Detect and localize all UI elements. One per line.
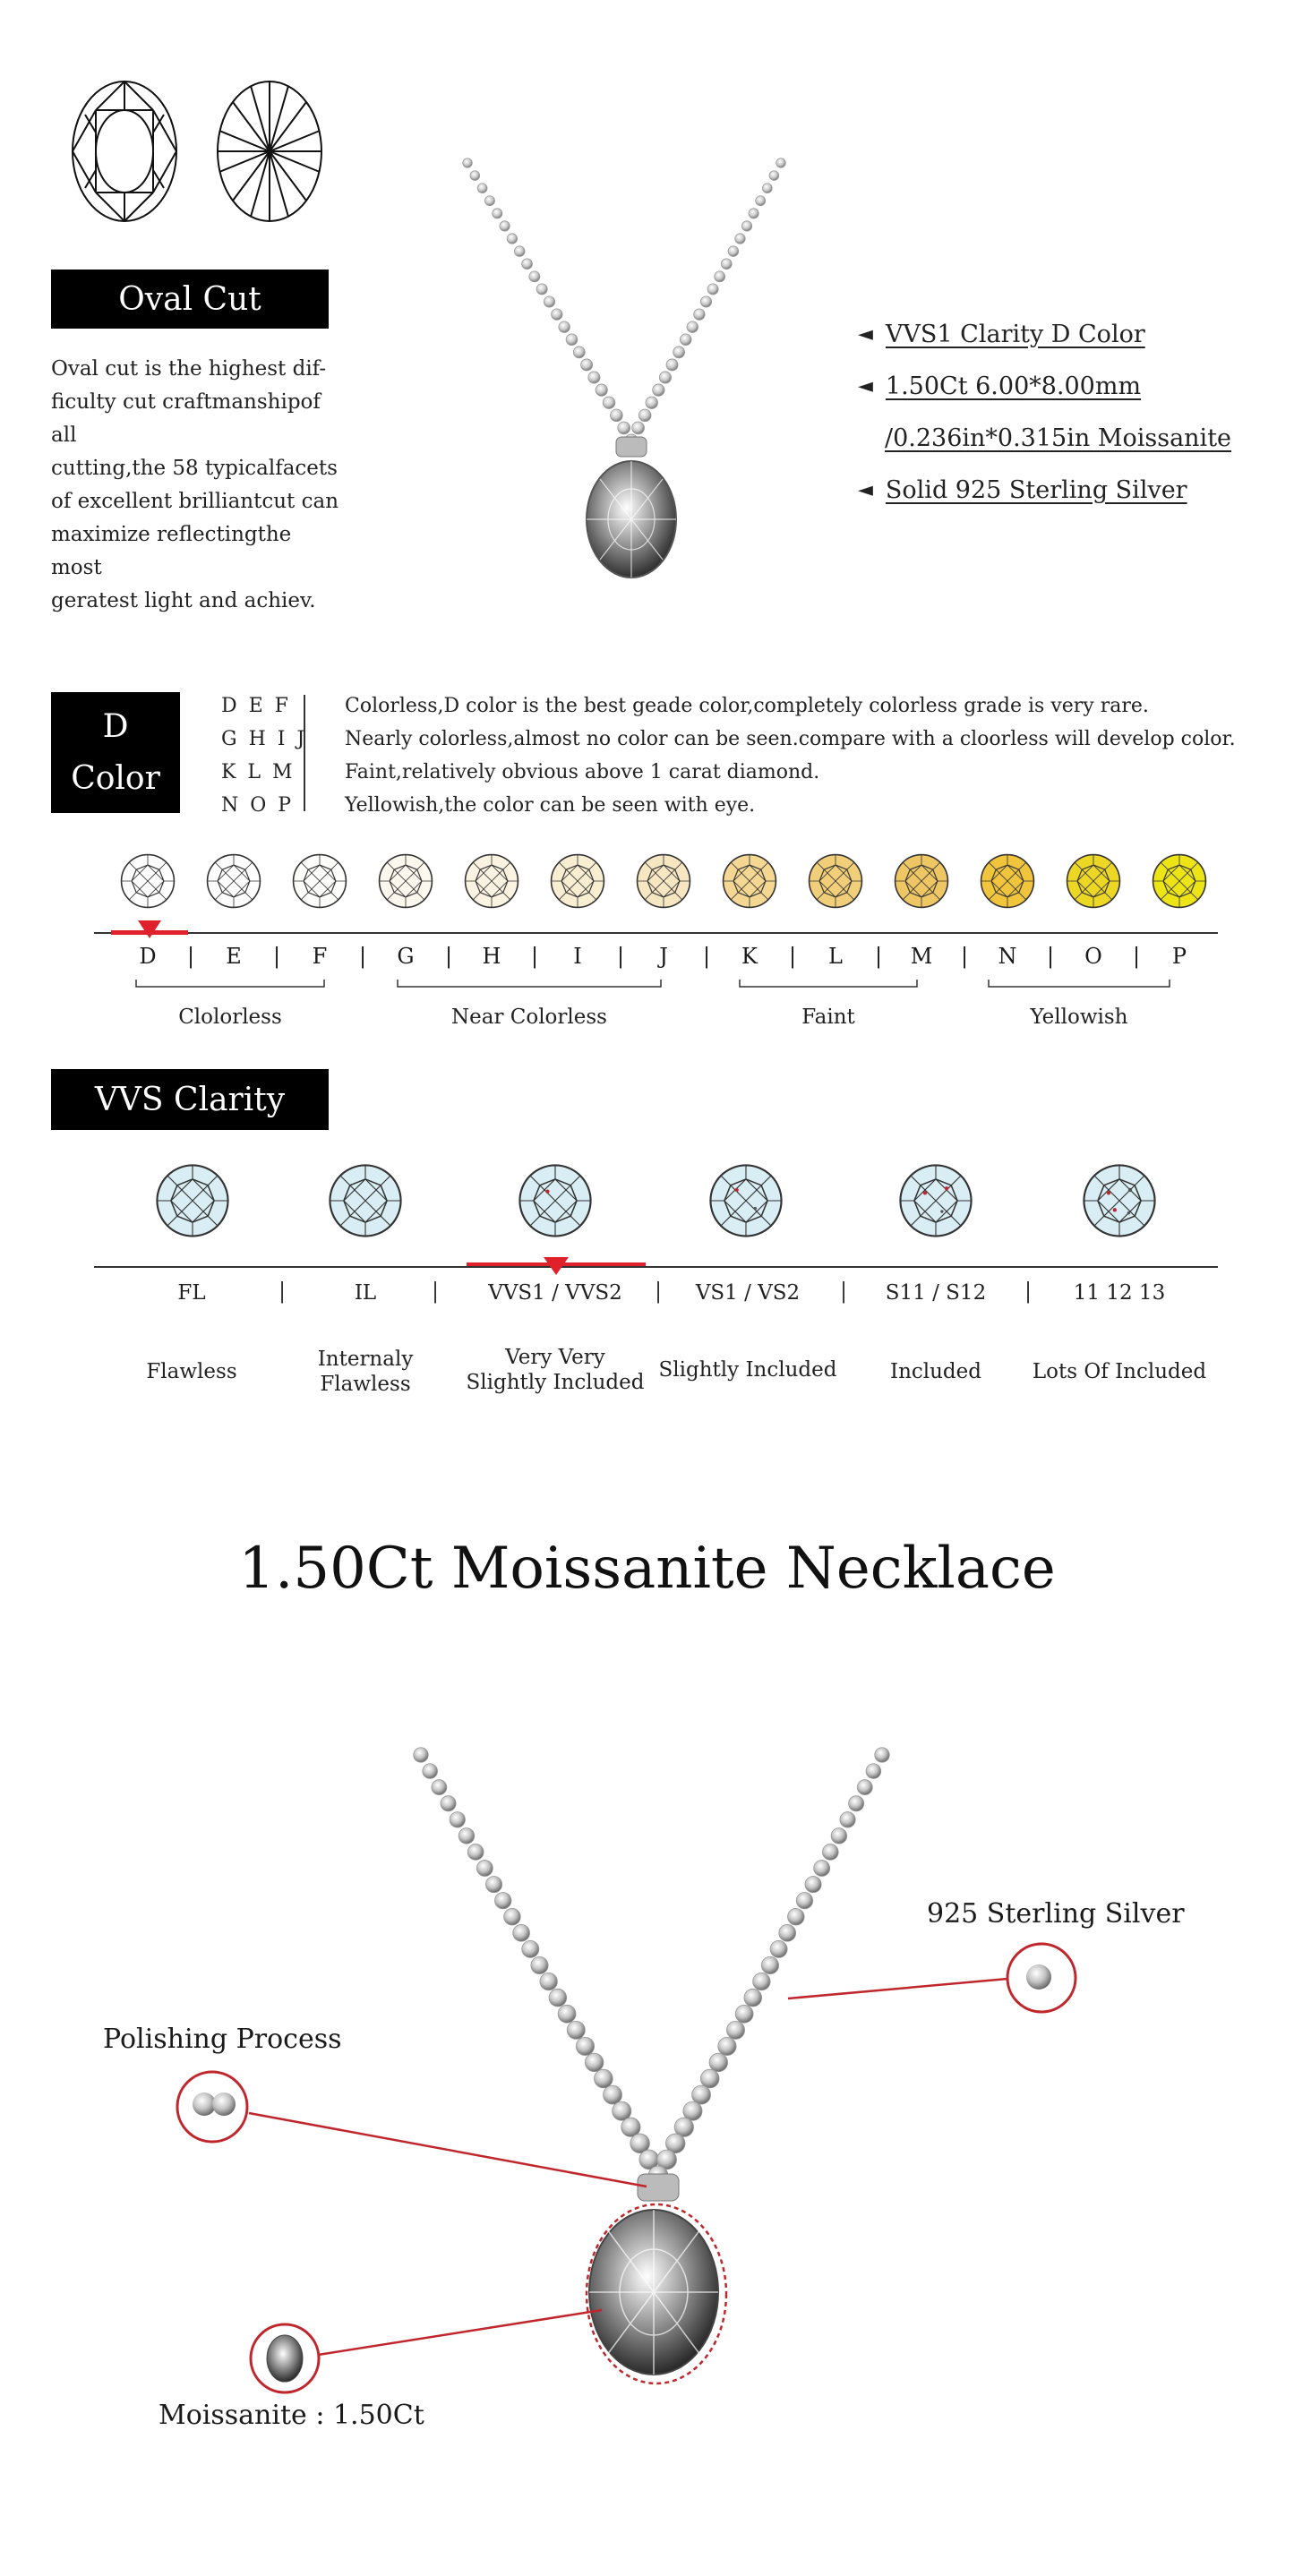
chain-bead: [707, 284, 718, 295]
chain-bead: [753, 1973, 770, 1990]
chain-bead: [585, 2053, 604, 2072]
color-grade-letter: G: [397, 944, 415, 969]
chain-bead: [552, 309, 562, 320]
callout-label-silver: 925 Sterling Silver: [927, 1898, 1185, 1930]
chain-bead: [522, 1940, 539, 1957]
color-grade-letter: M: [910, 944, 933, 969]
chain-bead: [756, 196, 766, 206]
chain-bead: [735, 234, 745, 244]
necklace-detail-image: [0, 1728, 1294, 2426]
chain-bead: [749, 209, 758, 218]
separator: |: [279, 1279, 287, 1304]
color-grade-diamond-icon: [377, 852, 434, 910]
color-scale-line: [94, 932, 1218, 934]
clarity-code: VVS1 / VVS2: [488, 1281, 622, 1305]
grade-description: Yellowish,the color can be seen with eye.: [345, 794, 756, 817]
arrow-left-icon: ◄: [858, 478, 873, 501]
grade-letters: G H I J: [221, 728, 308, 750]
chain-bead: [632, 422, 645, 434]
chain-bead: [495, 1892, 511, 1908]
spec-text: VVS1 Clarity D Color: [885, 320, 1145, 348]
color-grade-diamond-icon: [205, 852, 262, 910]
chain-bead: [776, 158, 786, 168]
separator: |: [531, 944, 539, 969]
chain-bead: [857, 1780, 872, 1795]
color-grade-letter: J: [659, 944, 668, 969]
chain-bead: [805, 1877, 821, 1893]
vvs-clarity-title: VVS Clarity: [51, 1069, 329, 1130]
chain-bead: [796, 1892, 812, 1908]
chain-bead: [441, 1796, 456, 1811]
chain-bead: [573, 347, 585, 358]
chain-bead: [514, 246, 525, 257]
chain-bead: [831, 1828, 847, 1844]
chain-bead: [504, 1908, 521, 1925]
arrow-left-icon: ◄: [858, 322, 873, 346]
chain-bead: [687, 321, 698, 333]
chain-bead: [559, 321, 570, 333]
chain-bead: [618, 422, 630, 434]
chain-bead: [814, 1861, 830, 1877]
color-grade-letter: P: [1171, 944, 1187, 969]
silver-bead-zoom: [1026, 1964, 1051, 1990]
callout-label-polish: Polishing Process: [103, 2024, 342, 2055]
clarity-name: Included: [889, 1360, 981, 1383]
chain-bead: [653, 384, 664, 396]
color-group-label: Yellowish: [1030, 1006, 1128, 1029]
color-grade-diamond-icon: [635, 852, 692, 910]
color-grade-diamond-icon: [979, 852, 1036, 910]
chain-bead: [414, 1748, 429, 1763]
grade-letters: D E F: [221, 695, 291, 717]
chain-beads: [463, 158, 786, 447]
clarity-code: S11 / S12: [885, 1281, 987, 1305]
separator: |: [961, 944, 969, 969]
chain-bead: [463, 158, 473, 168]
separator: |: [273, 944, 281, 969]
chain-bead: [596, 384, 607, 396]
chain-bead: [726, 2021, 744, 2039]
chain-bead: [529, 271, 540, 282]
chain-bead: [744, 1989, 762, 2007]
description-line: cutting,the 58 typicalfacets: [51, 457, 338, 480]
chain-bead: [567, 2021, 585, 2039]
clarity-grade-diamond-icon: [897, 1162, 974, 1239]
chain-bead: [700, 2069, 719, 2088]
chain-bead: [544, 296, 554, 307]
color-grade-row: [221, 689, 1236, 723]
clarity-grade-diamond-icon: [327, 1162, 404, 1239]
grade-description: Colorless,D color is the best geade color,completely colorless grade is very rare.: [345, 695, 1149, 717]
chain-bead: [840, 1812, 855, 1827]
selected-clarity-marker: [544, 1257, 569, 1275]
chain-bead: [692, 2085, 711, 2104]
grade-letters: N O P: [221, 794, 295, 817]
color-grade-letter: L: [828, 944, 843, 969]
separator: |: [187, 944, 195, 969]
color-grade-diamond-icon: [549, 852, 606, 910]
spec-text: Solid 925 Sterling Silver: [885, 475, 1187, 504]
chain-bead: [576, 2037, 594, 2055]
separator: |: [875, 944, 883, 969]
clarity-diamond-row: [0, 1162, 1294, 1243]
chain-bead: [477, 184, 487, 193]
chain-bead: [493, 209, 502, 218]
clarity-code: IL: [354, 1281, 377, 1305]
description-line: geratest light and achiev.: [51, 589, 316, 612]
chain-bead: [467, 1844, 484, 1861]
grade-description: Nearly colorless,almost no color can be seen.compare with a cloorless will develop color.: [345, 728, 1236, 750]
clarity-code: VS1 / VS2: [695, 1281, 801, 1305]
color-grade-diamond-icon: [119, 852, 176, 910]
chain-bead: [432, 1780, 447, 1795]
separator: |: [655, 1279, 663, 1304]
color-grade-diamond-icon: [807, 852, 864, 910]
color-diamond-row: [119, 852, 1194, 915]
chain-bead: [536, 284, 547, 295]
color-grade-letter: E: [226, 944, 242, 969]
chain-bead: [604, 2085, 622, 2104]
chain-bead: [531, 1956, 548, 1973]
chain-bead: [549, 1989, 567, 2007]
chain-bead: [638, 409, 651, 422]
chain-bead: [769, 171, 779, 181]
clarity-grade-diamond-icon: [707, 1162, 784, 1239]
chain-bead: [522, 259, 533, 270]
chain-bead: [788, 1908, 805, 1925]
separator: |: [840, 1279, 848, 1304]
chain-bead: [540, 1973, 557, 1990]
chain-bead: [603, 397, 615, 409]
color-grade-letter: K: [741, 944, 758, 969]
d-color-label-line: Color: [71, 759, 160, 797]
chain-bead: [866, 1764, 881, 1779]
grade-description: Faint,relatively obvious above 1 carat diamond.: [345, 761, 820, 783]
clarity-name: Slightly Included: [658, 1358, 837, 1382]
separator: |: [1133, 944, 1141, 969]
chain-bead: [500, 221, 510, 231]
separator: |: [445, 944, 453, 969]
d-color-table: [221, 689, 1236, 822]
spec-list: [858, 308, 1231, 516]
chain-bead: [484, 196, 494, 206]
clarity-grade-diamond-icon: [1081, 1162, 1158, 1239]
grade-letters: K L M: [221, 761, 296, 783]
chain-bead: [513, 1924, 530, 1941]
color-grade-letter: F: [312, 944, 328, 969]
color-grade-row: [221, 756, 1236, 789]
color-group-label: Clolorless: [178, 1006, 282, 1029]
separator: |: [359, 944, 367, 969]
clarity-scale-line: [94, 1266, 1218, 1268]
color-group-brackets: [125, 978, 1200, 996]
color-grade-diamond-icon: [463, 852, 520, 910]
chain-bead: [611, 409, 623, 422]
chain-bead: [822, 1844, 838, 1861]
description-line: Oval cut is the highest dif-: [51, 357, 327, 381]
oval-cut-crown-diagram: [70, 79, 179, 224]
chain-bead: [718, 2037, 736, 2055]
spec-item: [858, 412, 1231, 464]
chain-bead: [762, 184, 772, 193]
oval-cut-description: [51, 353, 347, 618]
callout-label-stone: Moissanite : 1.50Ct: [159, 2400, 424, 2431]
clarity-grade-diamond-icon: [154, 1162, 231, 1239]
spec-item: [858, 360, 1231, 412]
chain-bead: [849, 1796, 864, 1811]
separator: |: [617, 944, 625, 969]
clarity-grade-diamond-icon: [517, 1162, 594, 1239]
description-line: maximize reflectingthe most: [51, 523, 292, 579]
clarity-name: Flawless: [146, 1360, 237, 1383]
clarity-code: 11 12 13: [1073, 1281, 1166, 1305]
chain-bead: [646, 397, 658, 409]
color-grade-diamond-icon: [1151, 852, 1208, 910]
chain-bead: [694, 309, 705, 320]
color-grade-letter: D: [139, 944, 157, 969]
color-grade-letter: O: [1084, 944, 1102, 969]
spec-text: 1.50Ct 6.00*8.00mm: [885, 372, 1142, 400]
selected-grade-marker: [138, 920, 161, 938]
color-grade-letter: H: [482, 944, 501, 969]
stone-zoom: [267, 2335, 303, 2382]
d-color-label-line: D: [102, 707, 129, 745]
arrow-left-icon: ◄: [858, 374, 873, 398]
chain-bead: [741, 221, 751, 231]
chain-bead: [728, 246, 739, 257]
separator: |: [703, 944, 711, 969]
chain-bead: [450, 1812, 465, 1827]
chain-bead: [735, 2005, 753, 2023]
clarity-name: Internaly Flawless: [317, 1348, 414, 1396]
clarity-name: Lots Of Included: [1032, 1360, 1207, 1383]
chain-bead: [673, 347, 685, 358]
description-line: of excellent brilliantcut can: [51, 490, 339, 513]
separator: |: [1047, 944, 1055, 969]
clarity-code: FL: [177, 1281, 206, 1305]
oval-cut-title: Oval Cut: [51, 270, 329, 329]
color-letter-row: [94, 944, 1222, 976]
color-grade-diamond-icon: [1065, 852, 1122, 910]
description-line: ficulty cut craftmanshipof all: [51, 390, 321, 447]
chain-beads: [414, 1748, 890, 2186]
color-grade-row: [221, 723, 1236, 756]
separator: |: [432, 1279, 440, 1304]
color-grade-diamond-icon: [893, 852, 950, 910]
color-group-label: Faint: [801, 1006, 855, 1029]
chain-bead: [779, 1924, 796, 1941]
chain-bead: [700, 296, 711, 307]
chain-bead: [566, 334, 578, 346]
separator: |: [789, 944, 797, 969]
chain-bead: [721, 259, 732, 270]
color-grade-diamond-icon: [721, 852, 778, 910]
product-headline: 1.50Ct Moissanite Necklace: [238, 1536, 1056, 1602]
chain-bead: [659, 372, 671, 383]
color-grade-letter: N: [998, 944, 1017, 969]
chain-bead: [680, 334, 691, 346]
spec-item: [858, 464, 1231, 516]
chain-bead: [666, 359, 678, 371]
chain-bead: [485, 1877, 501, 1893]
oval-cut-pavilion-diagram: [215, 79, 324, 224]
chain-bead: [761, 1956, 778, 1973]
chain-bead: [715, 271, 725, 282]
chain-bead: [709, 2053, 728, 2072]
chain-bead: [875, 1748, 890, 1763]
chain-bead: [423, 1764, 438, 1779]
chain-bead: [770, 1940, 787, 1957]
separator: |: [1024, 1279, 1033, 1304]
chain-bead: [594, 2069, 613, 2088]
chain-bead: [458, 1828, 475, 1844]
clarity-name: Very Very Slightly Included: [466, 1346, 645, 1394]
chain-bead: [476, 1861, 493, 1877]
chain-bead: [581, 359, 593, 371]
spec-text: /0.236in*0.315in Moissanite: [885, 424, 1232, 452]
chain-bead: [558, 2005, 576, 2023]
d-color-label: [51, 692, 180, 813]
spec-item: [858, 308, 1231, 360]
necklace-product-image: [457, 152, 806, 618]
color-grade-letter: I: [573, 944, 582, 969]
color-group-label: Near Colorless: [451, 1006, 607, 1029]
chain-bead: [507, 234, 517, 244]
chain-bead: [588, 372, 600, 383]
color-grade-diamond-icon: [291, 852, 348, 910]
color-grade-row: [221, 789, 1236, 822]
chain-bead: [470, 171, 480, 181]
